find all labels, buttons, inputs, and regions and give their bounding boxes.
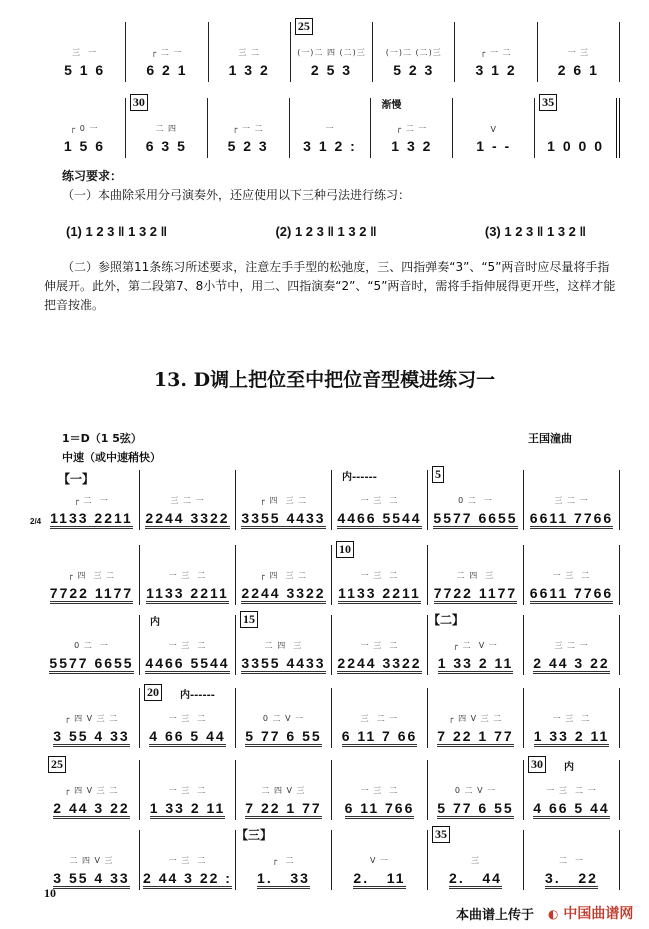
notes	[332, 655, 427, 671]
measure	[538, 22, 620, 82]
note-group: 2 44 3 22	[53, 800, 129, 819]
notes	[209, 62, 290, 78]
measure	[332, 615, 428, 675]
fingering: ┌ 二 V 一	[453, 641, 498, 650]
notes	[44, 870, 139, 886]
note-group: 1 - -	[476, 138, 512, 154]
rehearsal-number: 25	[48, 756, 66, 773]
fingering: 一 三	[567, 48, 590, 57]
fingering: 三	[471, 856, 480, 865]
note-group: 2244 3322	[337, 655, 421, 674]
staff-row	[44, 19, 620, 82]
notes	[44, 800, 139, 816]
measure	[428, 688, 524, 748]
fingering: 三 二 一	[554, 496, 589, 505]
note-group: 7 22 1 77	[437, 728, 513, 747]
measure	[428, 467, 524, 530]
notes	[236, 585, 331, 601]
note-group: 3 55 4 33	[53, 728, 129, 747]
note-group: 1 33 2 11	[150, 800, 226, 819]
notes	[453, 138, 534, 154]
fingering: 一 三 二	[168, 571, 207, 580]
rehearsal-number: 10	[336, 541, 354, 558]
note-group: 3 1 2	[475, 62, 517, 78]
rehearsal-number: 30	[528, 756, 546, 773]
note-group: 2 6 1	[557, 62, 599, 78]
notes	[44, 655, 139, 671]
fingering: ┌ 四 V 三 二	[448, 714, 503, 723]
note-group: 7722 1177	[434, 585, 517, 604]
bowing-patterns	[66, 224, 586, 239]
fingering: 三 一	[72, 48, 98, 57]
note-group: 5577 6655	[49, 655, 133, 674]
measure	[236, 470, 332, 530]
note-group: 1 3 2	[228, 62, 270, 78]
page-number: 10	[44, 886, 56, 900]
note-group: 4 66 5 44	[533, 800, 609, 819]
fingering: 0 二 V 一	[262, 714, 305, 723]
notes	[140, 585, 235, 601]
measure	[140, 470, 236, 530]
note-group: 1133 2211	[50, 510, 133, 529]
notes	[373, 62, 454, 78]
note-group: 4 66 5 44	[149, 728, 225, 747]
rehearsal-number: 20	[144, 684, 162, 701]
notes	[538, 62, 619, 78]
fingering: 二 四 三	[456, 571, 495, 580]
notes	[535, 138, 616, 154]
notes	[236, 728, 331, 744]
note-group: 3 1 2 :	[303, 138, 357, 154]
measure	[236, 760, 332, 820]
fingering: 0 二 V 一	[454, 786, 497, 795]
note-group: 1. 33	[257, 870, 310, 889]
note-group: 1133 2211	[338, 585, 421, 604]
staff-row	[44, 612, 620, 675]
fingering: 三 二 一	[360, 714, 399, 723]
bowing-pattern-3: (3) 1 2 3 ‖ 1 3 2 ‖	[484, 224, 586, 239]
composer: 王国潼曲	[528, 432, 572, 445]
fingering: 二 四	[155, 124, 178, 133]
annotation: 内	[564, 762, 574, 773]
measure	[236, 688, 332, 748]
note-group: 2 44 3 22	[533, 655, 609, 674]
measure	[455, 22, 537, 82]
measure	[140, 830, 236, 890]
fingering: 三 二 一	[170, 496, 205, 505]
piece-title: 13. D调上把位至中把位音型模进练习一	[153, 369, 496, 391]
measure	[524, 688, 620, 748]
note-group: 2 44 3 22 :	[143, 870, 232, 889]
note-group: 1 33 2 11	[438, 655, 514, 674]
notes	[524, 510, 619, 526]
note-group: 7722 1177	[50, 585, 133, 604]
measure	[44, 98, 126, 158]
notes	[236, 510, 331, 526]
measure	[209, 22, 291, 82]
fingering: 二 四 V 三	[261, 786, 306, 795]
section-label: 【二】	[428, 613, 465, 627]
notes	[455, 62, 536, 78]
requirement-1: （一）本曲除采用分弓演奏外，还应使用以下三种弓法进行练习：	[62, 188, 411, 202]
notes	[236, 800, 331, 816]
measure	[44, 688, 140, 748]
notes	[524, 870, 619, 886]
fingering: 0 二 一	[74, 641, 109, 650]
fingering: 二 一	[558, 856, 585, 865]
measure	[332, 688, 428, 748]
measure	[524, 757, 620, 820]
fingering: ┌ 二	[272, 856, 295, 865]
fingering: ┌ 四 三 二	[260, 496, 307, 505]
fingering: ┌ 四 V 三 二	[64, 786, 119, 795]
measure	[44, 22, 126, 82]
notes	[428, 510, 523, 526]
requirement-2: （二）参照第11条练习所述要求，注意左手手型的松弛度，三、四指弹奏“3”、“5”两音时应尽量将手指伸展开。此外，第二段第7、8小节中，用二、四指演奏“2”、“5”两音时，需将手指伸展得更开些，这样才能把音按准。	[44, 260, 616, 312]
fingering: 三 二	[238, 48, 260, 57]
notes	[44, 62, 125, 78]
fingering: 一 三 二	[360, 571, 399, 580]
rehearsal-number: 35	[539, 94, 557, 111]
notes	[44, 585, 139, 601]
notes	[428, 585, 523, 601]
measure	[428, 615, 524, 675]
fingering: 0 二 一	[458, 496, 493, 505]
note-group: 2. 44	[449, 870, 502, 889]
measure	[428, 760, 524, 820]
fingering: (一)二 四 (二)三	[297, 48, 366, 57]
fingering: 一 三 二	[552, 714, 591, 723]
measure	[140, 760, 236, 820]
notes	[140, 800, 235, 816]
measure	[524, 830, 620, 890]
measure	[428, 545, 524, 605]
measure	[140, 615, 236, 675]
fingering: 一 三 二	[552, 571, 591, 580]
measure	[428, 827, 524, 890]
note-group: 5 2 3	[227, 138, 269, 154]
fingering: V	[490, 125, 497, 134]
note-group: 1 33 2 11	[534, 728, 610, 747]
footer-text: 本曲谱上传于	[456, 908, 535, 923]
note-group: 3. 22	[545, 870, 598, 889]
measure	[44, 615, 140, 675]
fingering: 一 三 二	[360, 641, 399, 650]
note-group: 3355 4433	[241, 655, 325, 674]
fingering: ┌ 四 三 二	[260, 571, 307, 580]
fingering: ┌ 二 一	[74, 496, 109, 505]
notes	[140, 728, 235, 744]
note-group: 3355 4433	[241, 510, 325, 529]
notes	[208, 138, 289, 154]
measure	[371, 98, 453, 158]
measure	[236, 830, 332, 890]
requirements-heading: 练习要求：	[62, 169, 123, 183]
note-group: 5 1 6	[64, 62, 106, 78]
section-label-1: 【一】	[58, 472, 95, 486]
note-group: 6611 7766	[530, 585, 613, 604]
staff-row	[44, 542, 620, 605]
measure	[126, 22, 208, 82]
fingering: ┌ 二 一	[151, 48, 183, 57]
fingering: 一	[325, 124, 335, 133]
notes	[140, 870, 235, 886]
note-group: 4466 5544	[145, 655, 229, 674]
fingering: 一 三 二	[360, 496, 399, 505]
note-group: 5 77 6 55	[437, 800, 513, 819]
notes	[524, 728, 619, 744]
annotation: 内------	[342, 472, 377, 483]
tempo-marking: 中速（或中速稍快）	[62, 451, 161, 464]
notes	[428, 728, 523, 744]
fingering: 一 三 二	[168, 856, 207, 865]
rehearsal-number: 15	[240, 611, 258, 628]
note-group: 2244 3322	[241, 585, 325, 604]
note-group: 1 5 6	[63, 138, 105, 154]
measure	[291, 19, 373, 82]
section-label: 【三】	[236, 828, 273, 842]
staff-row	[30, 467, 620, 530]
note-group: 1 0 0 0	[547, 138, 604, 154]
notes	[371, 138, 452, 154]
measure	[44, 545, 140, 605]
notes	[524, 585, 619, 601]
measure	[332, 760, 428, 820]
notes	[44, 510, 139, 526]
notes	[44, 728, 139, 744]
notes	[524, 655, 619, 671]
measure	[524, 470, 620, 530]
notes	[126, 138, 207, 154]
measure	[332, 542, 428, 605]
notes	[332, 800, 427, 816]
fingering: ┌ 一 二	[232, 124, 264, 133]
notes	[290, 138, 371, 154]
notes	[126, 62, 207, 78]
rehearsal-number: 25	[295, 18, 313, 35]
fingering: 一 三 二	[168, 786, 207, 795]
notes	[332, 728, 427, 744]
note-group: 1 3 2	[391, 138, 433, 154]
staff-row	[44, 685, 620, 748]
note-group: 2244 3322	[145, 510, 229, 529]
fingering: (一)二 (二)三	[385, 48, 442, 57]
measure	[524, 545, 620, 605]
measure	[236, 612, 332, 675]
note-group: 6 2 1	[146, 62, 188, 78]
measure	[208, 98, 290, 158]
staff-row	[44, 757, 620, 820]
bowing-pattern-2: (2) 1 2 3 ‖ 1 3 2 ‖	[275, 224, 377, 239]
measure	[524, 615, 620, 675]
notes	[524, 800, 619, 816]
notes	[236, 655, 331, 671]
fingering: 一 三 二	[168, 714, 207, 723]
time-signature: 2/4	[30, 517, 42, 526]
measure	[236, 545, 332, 605]
note-group: 7 22 1 77	[245, 800, 321, 819]
fingering: ┌ 二 一	[396, 124, 428, 133]
fingering: 一 三 二	[360, 786, 399, 795]
note-group: 5577 6655	[433, 510, 517, 529]
key-signature: 1＝D（1 5弦）	[62, 432, 142, 445]
measure	[332, 830, 428, 890]
measure	[373, 22, 455, 82]
note-group: 6 11 7 66	[342, 728, 418, 747]
logo-icon: ◐	[548, 907, 559, 921]
notes	[140, 510, 235, 526]
note-group: 6611 7766	[530, 510, 613, 529]
measure	[453, 98, 535, 158]
measure	[535, 95, 620, 158]
measure	[332, 470, 428, 530]
note-group: 6 11 766	[345, 800, 415, 819]
rehearsal-number: 30	[130, 94, 148, 111]
note-group: 5 77 6 55	[245, 728, 321, 747]
fingering: V 一	[369, 856, 389, 865]
note-group: 4466 5544	[337, 510, 421, 529]
rehearsal-number: 35	[432, 826, 450, 843]
note-group: 2. 11	[353, 870, 405, 889]
notes	[332, 585, 427, 601]
note-group: 3 55 4 33	[53, 870, 129, 889]
fingering: 二 四 V 三	[69, 856, 114, 865]
notes	[428, 655, 523, 671]
measure	[290, 98, 372, 158]
notes	[44, 138, 125, 154]
fingering: 三 二 一	[554, 641, 589, 650]
notes	[428, 800, 523, 816]
notes	[332, 870, 427, 886]
note-group: 1133 2211	[146, 585, 229, 604]
measure	[126, 95, 208, 158]
notes	[140, 655, 235, 671]
fingering: ┌ 一 二	[480, 48, 512, 57]
staff-row	[44, 827, 620, 890]
notes	[428, 870, 523, 886]
notes	[291, 62, 372, 78]
annotation: 内	[150, 617, 160, 628]
rehearsal-number: 5	[432, 466, 444, 483]
measure	[140, 545, 236, 605]
notes	[332, 510, 427, 526]
measure	[30, 470, 140, 530]
fingering: ┌ 0 一	[70, 124, 99, 133]
note-group: 2 5 3	[310, 62, 353, 78]
measure	[44, 830, 140, 890]
site-logo: ◐ 中国曲谱网	[548, 906, 634, 922]
fingering: 一 三 二	[168, 641, 207, 650]
annotation: 内------	[180, 690, 215, 701]
bowing-pattern-1: (1) 1 2 3 ‖ 1 3 2 ‖	[66, 224, 168, 239]
fingering: 二 四 三	[264, 641, 303, 650]
fingering: ┌ 四 V 三 二	[64, 714, 119, 723]
notes	[236, 870, 331, 886]
annotation: 渐慢	[381, 100, 402, 111]
staff-row	[44, 95, 620, 158]
fingering: 一 三 二 一	[546, 786, 597, 795]
note-group: 6 3 5	[145, 138, 187, 154]
measure	[44, 757, 140, 820]
fingering: ┌ 四 三 二	[68, 571, 115, 580]
note-group: 5 2 3	[393, 62, 435, 78]
measure	[140, 685, 236, 748]
